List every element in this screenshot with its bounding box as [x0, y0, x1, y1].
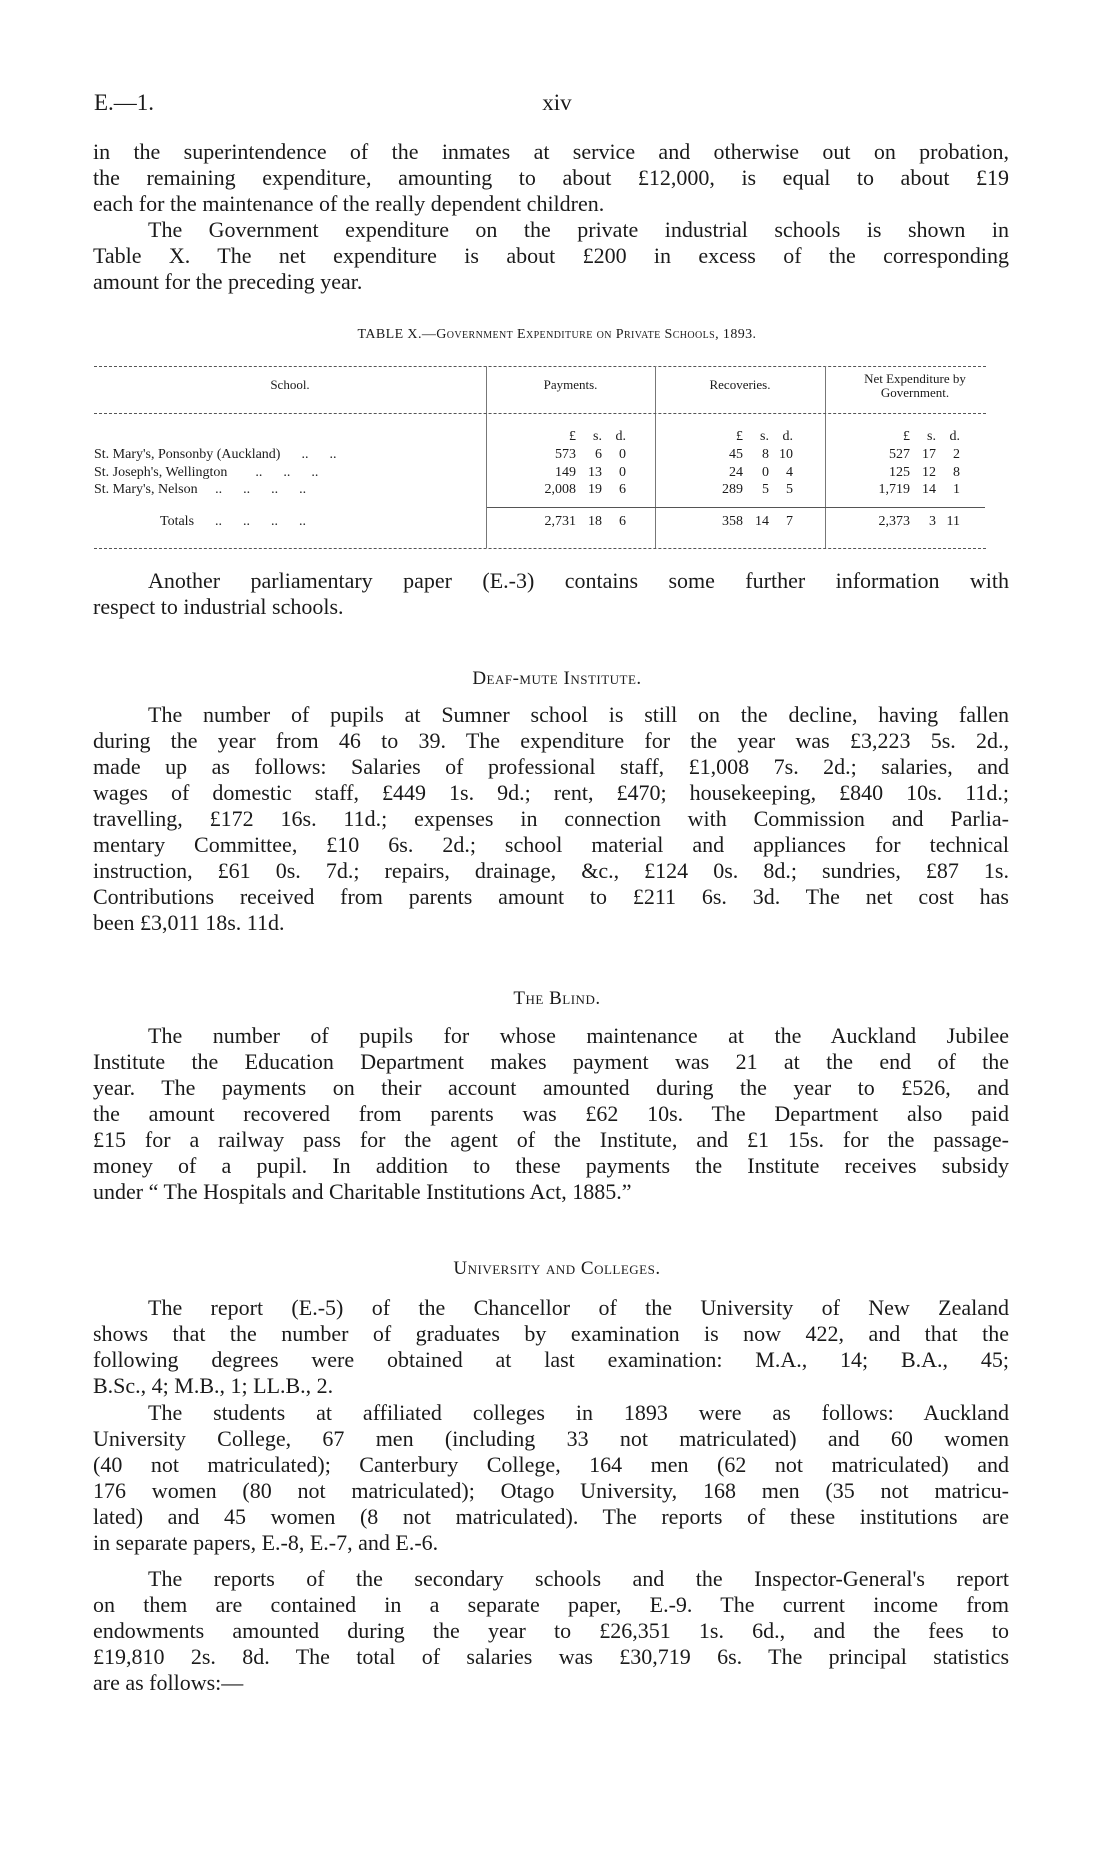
totals-net-cell [862, 513, 960, 531]
amount-part: 0 [762, 464, 769, 480]
units-row-payments [528, 428, 626, 446]
text-line: Another parliamentary paper (E.-3) contains some further information with [148, 568, 1009, 593]
text-line: The number of pupils at Sumner school is still on the decline, having fallen [148, 702, 1009, 727]
totals-rule [487, 507, 985, 508]
amount-part: 358 [722, 514, 743, 529]
header-school: School. [270, 377, 310, 392]
amount-part: 2,373 [878, 514, 910, 529]
text-line: the amount recovered from parents was £62 10s. The Department also paid [93, 1101, 1009, 1126]
column-divider [655, 366, 656, 548]
totals-label: Totals .. .. .. .. [160, 514, 307, 529]
amount-part: 0 [619, 464, 626, 480]
school-name: St. Mary's, Nelson .. .. .. .. [94, 482, 307, 497]
amount-part: £ [903, 429, 910, 444]
net-cell [862, 464, 960, 482]
net-cell [862, 446, 960, 464]
amount-part: 13 [588, 464, 602, 480]
totals-recoveries-cell [695, 513, 793, 531]
section-heading-university: University and Colleges. [453, 1258, 661, 1279]
text-line: money of a pupil. In addition to these payments the Institute receives subsidy [93, 1153, 1009, 1178]
amount-part: 19 [588, 482, 602, 497]
blind-paragraph [93, 1023, 1009, 1205]
amount-part: 5 [762, 482, 769, 497]
text-line: shows that the number of graduates by examination is now 422, and that the [93, 1321, 1009, 1346]
recoveries-cell [695, 481, 793, 499]
text-line: (40 not matriculated); Canterbury College, 164 men (62 not matriculated) and [93, 1452, 1009, 1477]
payments-cell [528, 481, 626, 499]
text-line: the remaining expenditure, amounting to about £12,000, is equal to about £19 [93, 165, 1009, 190]
intro-paragraph-1 [93, 139, 1009, 217]
amount-part: 8 [953, 464, 960, 480]
amount-part: 6 [619, 514, 626, 529]
amount-part: s. [760, 429, 769, 444]
amount-part: £ [569, 429, 576, 444]
amount-part: £ [736, 429, 743, 444]
text-line: The number of pupils for whose maintenance at the Auckland Jubilee [148, 1023, 1009, 1048]
text-line: Contributions received from parents amount to £211 6s. 3d. The net cost has [93, 884, 1009, 909]
text-line: The students at affiliated colleges in 1893 were as follows: Auckland [148, 1400, 1009, 1425]
school-name: St. Joseph's, Wellington .. .. .. [94, 464, 319, 480]
intro-paragraph-2 [93, 217, 1009, 295]
column-divider [825, 366, 826, 548]
text-line: year. The payments on their account amounted during the year to £526, and [93, 1075, 1009, 1100]
section-heading-blind: The Blind. [513, 988, 601, 1009]
amount-part: 2,731 [544, 514, 576, 529]
header-recoveries: Recoveries. [709, 377, 771, 392]
amount-part: 289 [722, 482, 743, 497]
header-net-expenditure: Net Expenditure by Government. [864, 371, 966, 400]
header-rule [94, 413, 986, 414]
amount-part: 5 [786, 482, 793, 497]
amount-part: 1 [953, 482, 960, 497]
text-line: respect to industrial schools. [93, 594, 344, 619]
text-line: during the year from 46 to 39. The expenditure for the year was £3,223 5s. 2d., [93, 728, 1009, 753]
text-line: travelling, £172 16s. 11d.; expenses in connection with Commission and Parlia- [93, 806, 1009, 831]
text-line: are as follows:— [93, 1670, 244, 1695]
text-line: instruction, £61 0s. 7d.; repairs, drainage, &c., £124 0s. 8d.; sundries, £87 1s. [93, 858, 1009, 883]
amount-part: 2,008 [544, 482, 576, 497]
amount-part: 12 [922, 464, 936, 480]
recoveries-cell [695, 446, 793, 464]
amount-part: 7 [786, 514, 793, 529]
amount-part: d. [615, 429, 626, 444]
amount-part: d. [782, 429, 793, 444]
payments-cell [528, 464, 626, 482]
text-line: University College, 67 men (including 33 not matriculated) and 60 women [93, 1426, 1009, 1451]
text-line: Table X. The net expenditure is about £200 in excess of the corresponding [93, 243, 1009, 268]
text-line: following degrees were obtained at last examination: M.A., 14; B.A., 45; [93, 1347, 1009, 1372]
after-table-paragraph [93, 568, 1009, 620]
amount-part: 573 [555, 447, 576, 462]
amount-part: s. [927, 429, 936, 444]
amount-part: 8 [762, 447, 769, 462]
section-heading-deaf-mute: Deaf-mute Institute. [472, 668, 642, 689]
text-line: The reports of the secondary schools and the Inspector-General's report [148, 1566, 1009, 1591]
text-line: made up as follows: Salaries of professional staff, £1,008 7s. 2d.; salaries, and [93, 754, 1009, 779]
amount-part: 17 [922, 447, 936, 462]
amount-part: 125 [889, 464, 910, 480]
amount-part: 24 [729, 464, 743, 480]
text-line: lated) and 45 women (8 not matriculated). The reports of these institutions are [93, 1504, 1009, 1529]
text-line: Institute the Education Department makes payment was 21 at the end of the [93, 1049, 1009, 1074]
text-line: been £3,011 18s. 11d. [93, 910, 285, 935]
recoveries-cell [695, 464, 793, 482]
amount-part: 1,719 [878, 482, 910, 497]
text-line: in separate papers, E.-8, E.-7, and E.-6. [93, 1530, 439, 1555]
amount-part: d. [949, 429, 960, 444]
university-paragraph-1 [93, 1295, 1009, 1399]
university-paragraph-2 [93, 1400, 1009, 1556]
amount-part: 10 [779, 447, 793, 462]
deaf-mute-paragraph [93, 702, 1009, 936]
amount-part: 6 [595, 447, 602, 462]
amount-part: 6 [619, 482, 626, 497]
table-top-rule [94, 366, 986, 367]
text-line: £19,810 2s. 8d. The total of salaries was £30,719 6s. The principal statistics [93, 1644, 1009, 1669]
totals-payments-cell [528, 513, 626, 531]
table-bottom-rule [94, 548, 986, 549]
amount-part: 527 [889, 447, 910, 462]
amount-part: 11 [946, 514, 960, 529]
text-line: mentary Committee, £10 6s. 2d.; school material and appliances for technical [93, 832, 1009, 857]
amount-part: 14 [755, 514, 769, 529]
amount-part: 18 [588, 514, 602, 529]
net-cell [862, 481, 960, 499]
amount-part: s. [593, 429, 602, 444]
payments-cell [528, 446, 626, 464]
column-divider [486, 366, 487, 548]
units-row-net [862, 428, 960, 446]
amount-part: 4 [786, 464, 793, 480]
document-reference: E.—1. [94, 90, 155, 115]
amount-part: 149 [555, 464, 576, 480]
amount-part: 45 [729, 447, 743, 462]
text-line: £15 for a railway pass for the agent of the Institute, and £1 15s. for the passage- [93, 1127, 1009, 1152]
text-line: amount for the preceding year. [93, 269, 363, 294]
text-line: B.Sc., 4; M.B., 1; LL.B., 2. [93, 1373, 334, 1398]
text-line: The Government expenditure on the private industrial schools is shown in [148, 217, 1009, 242]
page-number: xiv [542, 90, 572, 115]
text-line: 176 women (80 not matriculated); Otago University, 168 men (35 not matricu- [93, 1478, 1009, 1503]
header-payments: Payments. [543, 377, 598, 392]
text-line: on them are contained in a separate paper, E.-9. The current income from [93, 1592, 1009, 1617]
text-line: The report (E.-5) of the Chancellor of the University of New Zealand [148, 1295, 1009, 1320]
secondary-schools-paragraph [93, 1566, 1009, 1696]
units-row-recoveries [695, 428, 793, 446]
amount-part: 2 [953, 447, 960, 462]
table-caption: TABLE X.—Government Expenditure on Private Schools, 1893. [357, 327, 757, 342]
text-line: wages of domestic staff, £449 1s. 9d.; rent, £470; housekeeping, £840 10s. 11d.; [93, 780, 1009, 805]
school-name: St. Mary's, Ponsonby (Auckland) .. .. [94, 447, 337, 462]
text-line: endowments amounted during the year to £26,351 1s. 6d., and the fees to [93, 1618, 1009, 1643]
amount-part: 3 [929, 514, 936, 529]
amount-part: 14 [922, 482, 936, 497]
text-line: each for the maintenance of the really dependent children. [93, 191, 605, 216]
amount-part: 0 [619, 447, 626, 462]
text-line: under “ The Hospitals and Charitable Institutions Act, 1885.” [93, 1179, 632, 1204]
text-line: in the superintendence of the inmates at service and otherwise out on probation, [93, 139, 1009, 164]
